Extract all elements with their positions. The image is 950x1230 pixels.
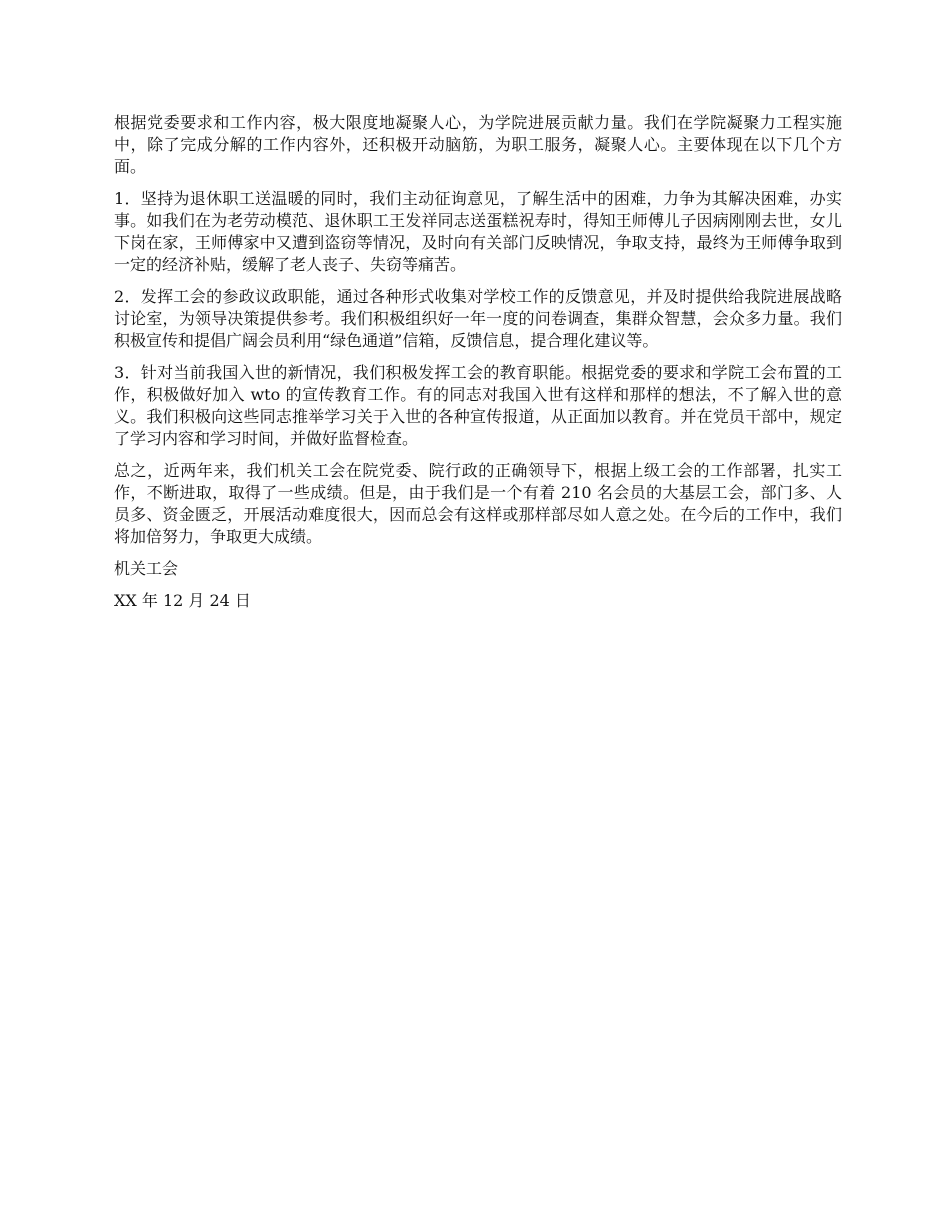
signature-date: XX 年 12 月 24 日 xyxy=(114,591,251,610)
paragraph-item-1: 1．坚持为退休职工送温暖的同时，我们主动征询意见，了解生活中的困难，力争为其解决困难，办实事。如我们在为老劳动模范、退休职工王发祥同志送蛋糕祝寿时，得知王师傅儿子因病刚刚去世，女儿下岗在家，王师傅家中又遭到盗窃等情况，及时向有关部门反映情况，争取支持，最终为王师傅争取到一定的经济补贴，缓解了老人丧子、失窃等痛苦。 xyxy=(114,189,842,274)
paragraph-item-3: 3．针对当前我国入世的新情况，我们积极发挥工会的教育职能。根据党委的要求和学院工会布置的工作，积极做好加入 wto 的宣传教育工作。有的同志对我国入世有这样和那样的想法，不了解入世的意义。我们积极向这些同志推举学习关于入世的各种宣传报道，从正面加以教育。并在党员干部中，规定了学习内容和学习时间，并做好监督检查。 xyxy=(114,363,842,448)
paragraph-item-2: 2．发挥工会的参政议政职能，通过各种形式收集对学校工作的反馈意见，并及时提供给我院进展战略讨论室，为领导决策提供参考。我们积极组织好一年一度的问卷调查，集群众智慧，会众多力量。我们积极宣传和提倡广阔会员利用“绿色通道”信箱，反馈信息，提合理化建议等。 xyxy=(114,287,842,350)
signature-org: 机关工会 xyxy=(114,559,179,578)
document-body xyxy=(114,112,842,622)
paragraph-intro: 根据党委要求和工作内容，极大限度地凝聚人心，为学院进展贡献力量。我们在学院凝聚力工程实施中，除了完成分解的工作内容外，还积极开动脑筋，为职工服务，凝聚人心。主要体现在以下几个方面。 xyxy=(114,113,842,176)
paragraph-conclusion: 总之，近两年来，我们机关工会在院党委、院行政的正确领导下，根据上级工会的工作部署，扎实工作，不断进取，取得了一些成绩。但是，由于我们是一个有着 210 名会员的大基层工会，部门多、人员多、资金匮乏，开展活动难度很大，因而总会有这样或那样部尽如人意之处。在今后的工作中，我们将加倍努力，争取更大成绩。 xyxy=(114,461,842,546)
